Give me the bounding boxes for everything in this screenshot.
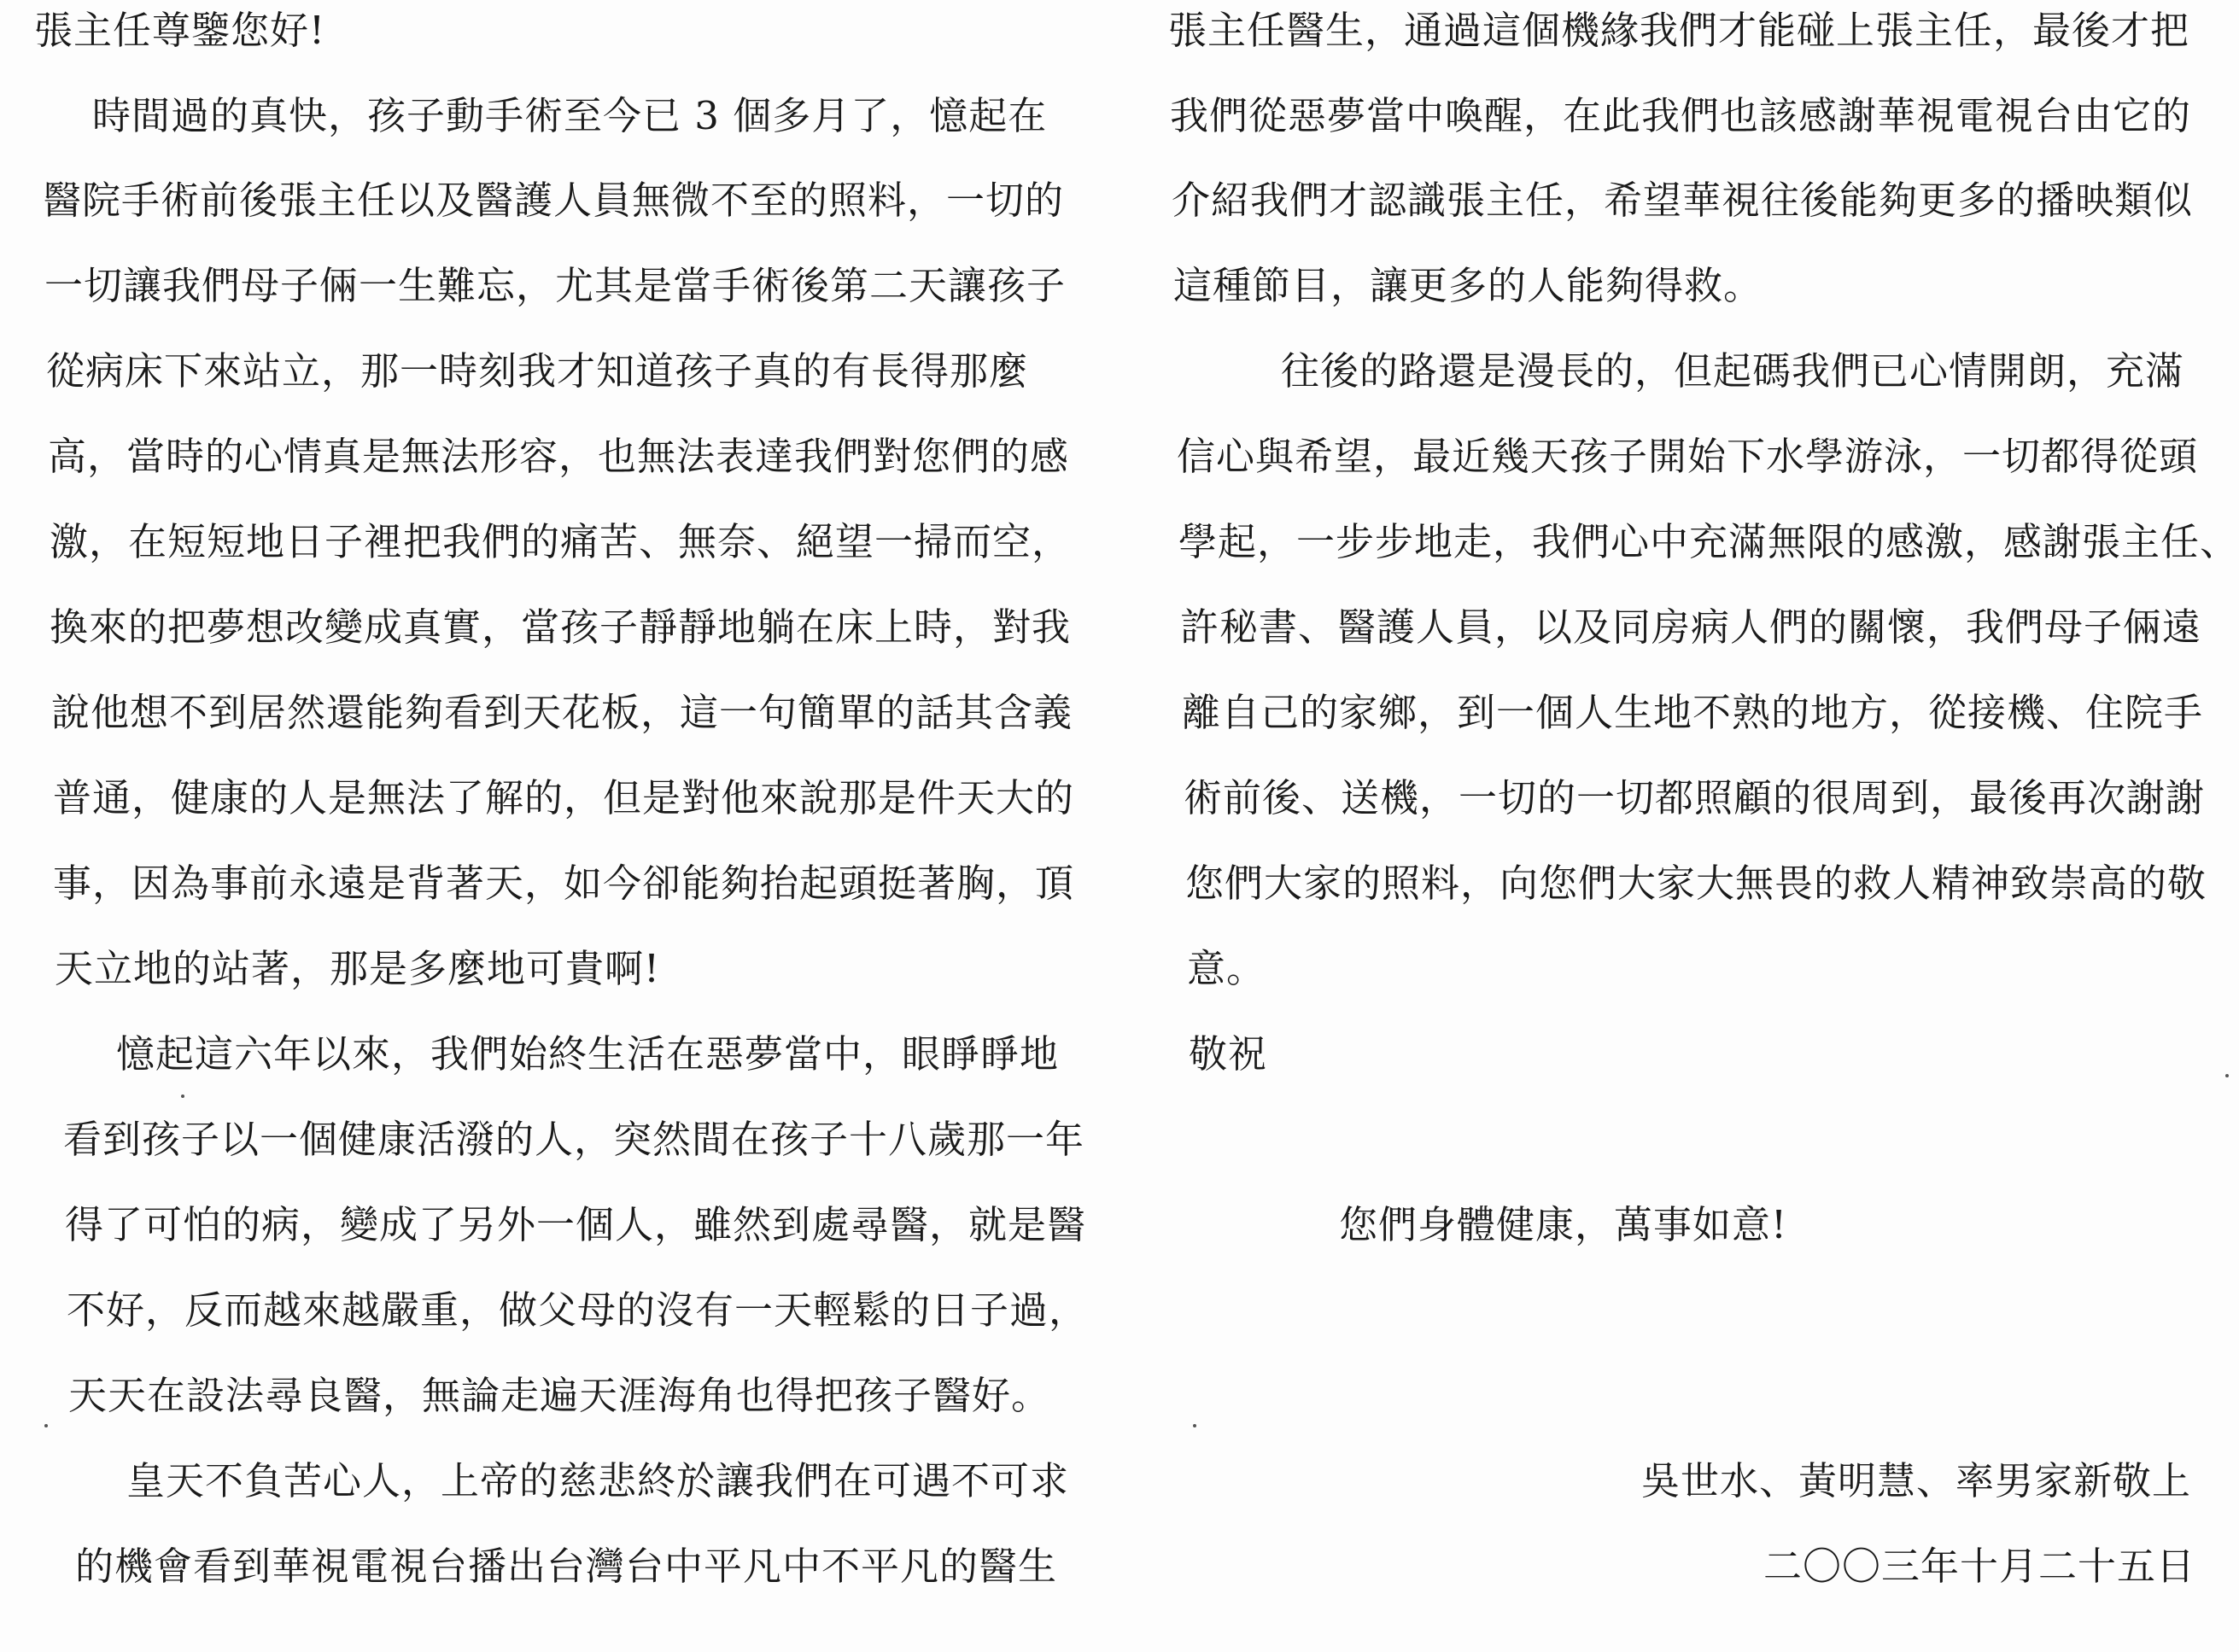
letter-line: 您們大家的照料，向您們大家大無畏的救人精神致崇高的敬 bbox=[1185, 861, 2207, 906]
letter-line: 醫院手術前後張主任以及醫護人員無微不至的照料，一切的 bbox=[43, 178, 1065, 223]
letter-line: 一切讓我們母子倆一生難忘，尤其是當手術後第二天讓孩子 bbox=[44, 263, 1067, 308]
letter-line: 許秘書、醫護人員，以及同房病人們的關懷，我們母子倆遠 bbox=[1180, 604, 2202, 650]
letter-signature: 吳世水、黃明慧、率男家新敬上 bbox=[1641, 1458, 2192, 1503]
letter-line: 信心與希望，最近幾天孩子開始下水學游泳，一切都得從頭 bbox=[1177, 434, 2199, 479]
letter-line: 天立地的站著，那是多麼地可貴啊! bbox=[55, 946, 661, 991]
scan-speck bbox=[181, 1095, 184, 1098]
letter-line: 事，因為事前永遠是背著天，如今卻能夠抬起頭挺著胸，頂 bbox=[53, 861, 1075, 906]
letter-line: 天天在設法尋良醫，無論走遍天涯海角也得把孩子醫好。 bbox=[68, 1373, 1051, 1418]
letter-line: 往後的路還是漫長的，但起碼我們已心情開朗，充滿 bbox=[1281, 348, 2185, 394]
letter-line: 時間過的真快，孩子動手術至今已 3 個多月了，憶起在 bbox=[92, 93, 1048, 138]
letter-line: 介紹我們才認識張主任，希望華視往後能夠更多的播映類似 bbox=[1172, 178, 2194, 223]
scan-speck bbox=[44, 1424, 48, 1427]
letter-line: 普通，健康的人是無法了解的，但是對他來說那是件天大的 bbox=[53, 775, 1075, 820]
scan-speck bbox=[1193, 1424, 1196, 1427]
letter-salutation: 張主任尊鑒您好! bbox=[34, 8, 326, 53]
letter-line: 不好，反而越來越嚴重，做父母的沒有一天輕鬆的日子過， bbox=[67, 1287, 1089, 1333]
letter-line: 離自己的家鄉，到一個人生地不熟的地方，從接機、住院手 bbox=[1182, 690, 2204, 735]
letter-line: 學起，一步步地走，我們心中充滿無限的感激，感謝張主任、 bbox=[1178, 519, 2239, 564]
letter-line: 得了可怕的病，變成了另外一個人，雖然到處尋醫，就是醫 bbox=[65, 1202, 1087, 1247]
letter-line: 的機會看到華視電視台播出台灣台中平凡中不平凡的醫生 bbox=[75, 1544, 1058, 1589]
letter-line: 這種節目，讓更多的人能夠得救。 bbox=[1173, 263, 1763, 308]
scan-speck bbox=[2225, 1074, 2229, 1077]
letter-line: 從病床下來站立，那一時刻我才知道孩子真的有長得那麼 bbox=[46, 348, 1029, 394]
letter-line: 說他想不到居然還能夠看到天花板，這一句簡單的話其含義 bbox=[51, 690, 1073, 735]
letter-line: 皇天不負苦心人，上帝的慈悲終於讓我們在可遇不可求 bbox=[126, 1458, 1070, 1503]
letter-wishes: 您們身體健康，萬事如意! bbox=[1339, 1202, 1788, 1247]
letter-date: 二〇〇三年十月二十五日 bbox=[1763, 1544, 2196, 1589]
letter-line: 高，當時的心情真是無法形容，也無法表達我們對您們的感 bbox=[48, 434, 1070, 479]
letter-line: 術前後、送機，一切的一切都照顧的很周到，最後再次謝謝 bbox=[1184, 775, 2206, 820]
letter-line: 激，在短短地日子裡把我們的痛苦、無奈、絕望一掃而空， bbox=[50, 519, 1072, 564]
letter-closing: 敬祝 bbox=[1189, 1031, 1268, 1077]
letter-line: 張主任醫生，通過這個機緣我們才能碰上張主任，最後才把 bbox=[1168, 8, 2190, 53]
letter-line: 我們從惡夢當中喚醒，在此我們也該感謝華視電視台由它的 bbox=[1170, 93, 2192, 138]
letter-line: 意。 bbox=[1187, 946, 1266, 991]
letter-line: 看到孩子以一個健康活潑的人，突然間在孩子十八歲那一年 bbox=[63, 1117, 1085, 1162]
letter-line: 換來的把夢想改變成真實，當孩子靜靜地躺在床上時，對我 bbox=[50, 604, 1072, 650]
letter-line: 憶起這六年以來，我們始終生活在惡夢當中，眼睜睜地 bbox=[116, 1031, 1060, 1077]
